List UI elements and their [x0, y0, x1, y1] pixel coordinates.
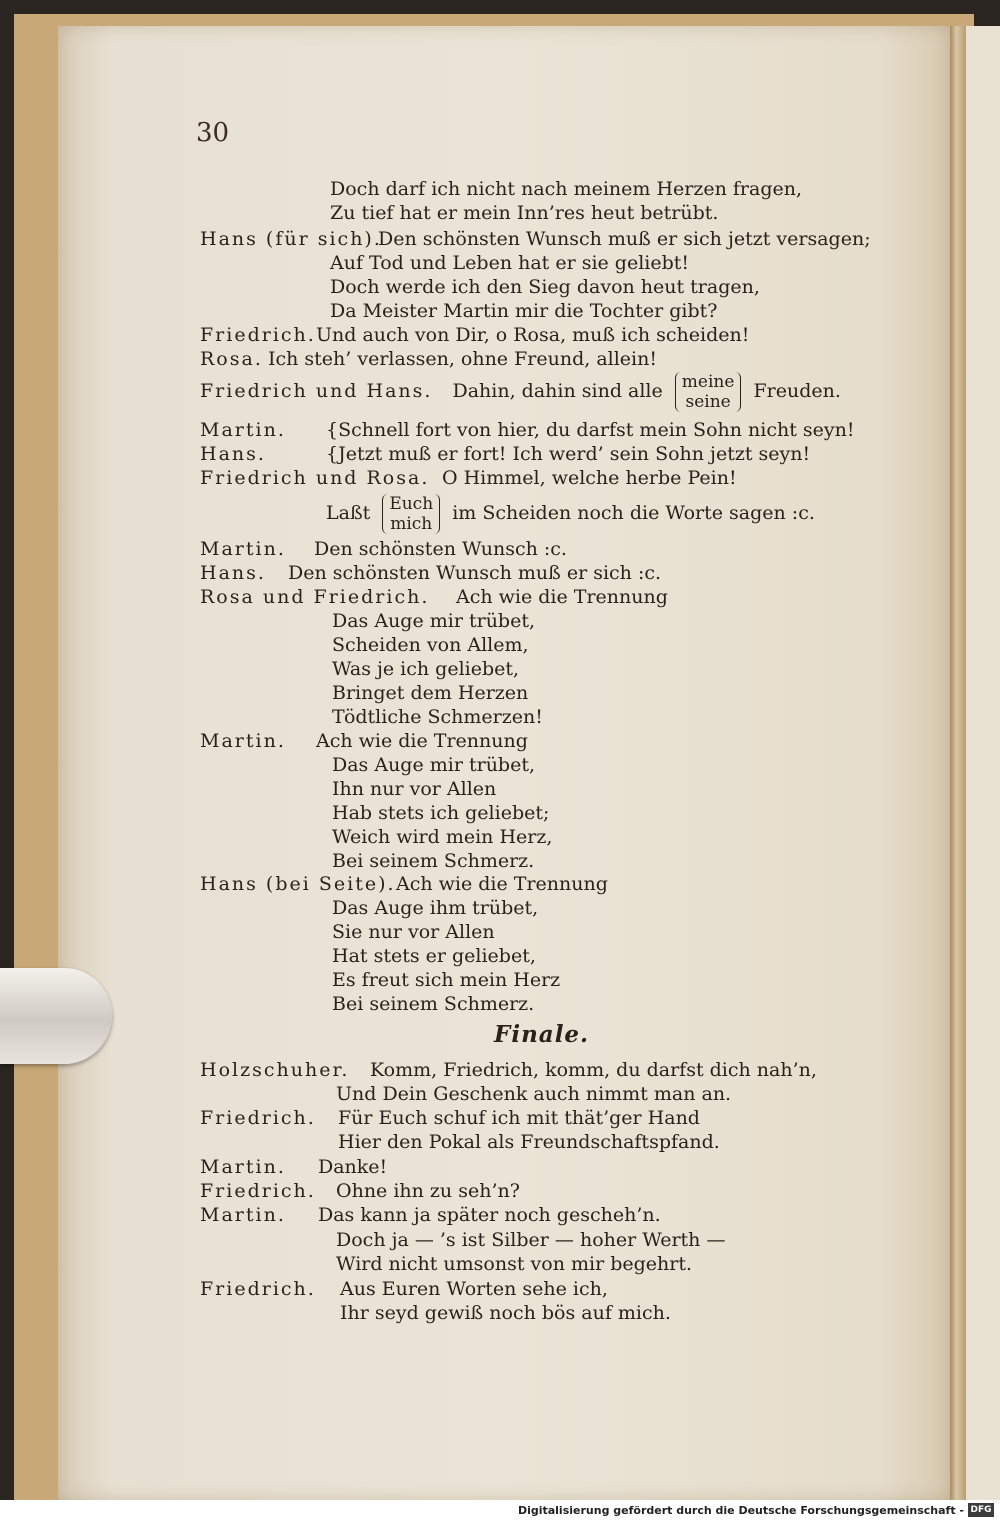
verse-line-with-brace: [326, 494, 815, 534]
verse-line: Und auch von Dir, o Rosa, muß ich scheiden!: [316, 324, 750, 346]
verse-line: {Jetzt muß er fort! Ich werd’ sein Sohn jetzt seyn!: [326, 443, 811, 465]
verse-line: Doch werde ich den Sieg davon heut tragen,: [330, 276, 760, 298]
verse-line: Hier den Pokal als Freundschaftspfand.: [338, 1131, 720, 1153]
speaker-label: Hans (für sich).: [200, 228, 382, 250]
brace-option: seine: [685, 392, 731, 412]
verse-line: Es freut sich mein Herz: [332, 969, 561, 991]
verse-line: Komm, Friedrich, komm, du darfst dich nah’n,: [370, 1059, 817, 1081]
speaker-label: Friedrich und Hans.: [200, 380, 433, 402]
verse-line: Das kann ja später noch gescheh’n.: [318, 1204, 661, 1226]
speaker-label: Friedrich und Rosa.: [200, 467, 430, 489]
speaker-label: Martin.: [200, 419, 286, 441]
brace-choice: [675, 372, 742, 412]
verse-line: Sie nur vor Allen: [332, 921, 495, 943]
verse-line: Da Meister Martin mir die Tochter gibt?: [330, 300, 718, 322]
verse-text: Freuden.: [753, 380, 841, 402]
brace-option: Euch: [389, 494, 434, 514]
speaker-label: Hans.: [200, 443, 266, 465]
verse-line: Scheiden von Allem,: [332, 634, 529, 656]
verse-line: Ach wie die Trennung: [456, 586, 668, 608]
verse-line: {Schnell fort von hier, du darfst mein Sohn nicht seyn!: [326, 419, 855, 441]
verse-line: Bei seinem Schmerz.: [332, 993, 535, 1015]
verse-line: Bei seinem Schmerz.: [332, 850, 535, 872]
verse-line: Das Auge mir trübet,: [332, 610, 536, 632]
verse-line: Ach wie die Trennung: [316, 730, 528, 752]
verse-line: Wird nicht umsonst von mir begehrt.: [336, 1253, 692, 1275]
verse-line: Das Auge mir trübet,: [332, 754, 536, 776]
verse-line-with-brace: [200, 372, 841, 412]
verse-line: Aus Euren Worten sehe ich,: [340, 1278, 608, 1300]
verse-line: Doch ja — ’s ist Silber — hoher Werth —: [336, 1229, 726, 1251]
verse-line: Ihr seyd gewiß noch bös auf mich.: [340, 1302, 671, 1324]
verse-line: Ihn nur vor Allen: [332, 778, 497, 800]
speaker-label: Friedrich.: [200, 1180, 316, 1202]
verse-line: Und Dein Geschenk auch nimmt man an.: [336, 1083, 732, 1105]
brace-choice: [382, 494, 440, 534]
section-heading: Finale.: [494, 1021, 590, 1048]
speaker-label: Martin.: [200, 1204, 286, 1226]
speaker-label: Rosa und Friedrich.: [200, 586, 430, 608]
verse-line: Bringet dem Herzen: [332, 682, 529, 704]
speaker-label: Hans (bei Seite).: [200, 873, 396, 895]
verse-text: im Scheiden noch die Worte sagen :c.: [452, 502, 815, 524]
speaker-label: Hans.: [200, 562, 266, 584]
verse-line: Was je ich geliebet,: [332, 658, 520, 680]
verse-line: Für Euch schuf ich mit thät’ger Hand: [338, 1107, 700, 1129]
verse-line: Ohne ihn zu seh’n?: [336, 1180, 520, 1202]
speaker-label: Holzschuher.: [200, 1059, 350, 1081]
speaker-label: Friedrich.: [200, 1107, 316, 1129]
verse-line: Zu tief hat er mein Inn’res heut betrübt.: [330, 202, 719, 224]
speaker-label: Friedrich.: [200, 324, 316, 346]
verse-text: Laßt: [326, 502, 371, 524]
verse-line: Ich steh’ verlassen, ohne Freund, allein!: [268, 348, 657, 370]
verse-text: Dahin, dahin sind alle: [452, 380, 663, 402]
verse-line: Weich wird mein Herz,: [332, 826, 553, 848]
speaker-label: Friedrich.: [200, 1278, 316, 1300]
speaker-label: Martin.: [200, 730, 286, 752]
speaker-label: Martin.: [200, 1156, 286, 1178]
verse-line: Den schönsten Wunsch muß er sich :c.: [288, 562, 662, 584]
verse-line: Tödtliche Schmerzen!: [332, 706, 543, 728]
verse-line: Danke!: [318, 1156, 388, 1178]
verse-line: Hab stets ich geliebet;: [332, 802, 550, 824]
verse-line: Doch darf ich nicht nach meinem Herzen fragen,: [330, 178, 803, 200]
verse-line: Auf Tod und Leben hat er sie geliebt!: [330, 252, 690, 274]
funding-credit: Digitalisierung gefördert durch die Deutsche Forschungsgemeinschaft -: [517, 1504, 964, 1517]
speaker-label: Martin.: [200, 538, 286, 560]
verse-line: Den schönsten Wunsch :c.: [314, 538, 567, 560]
verse-line: O Himmel, welche herbe Pein!: [442, 467, 737, 489]
verse-line: Hat stets er geliebet,: [332, 945, 536, 967]
page-number: 30: [196, 118, 230, 148]
digitization-footer: [0, 1500, 1000, 1521]
verse-line: Ach wie die Trennung: [396, 873, 608, 895]
verse-line: Den schönsten Wunsch muß er sich jetzt versagen;: [378, 228, 871, 250]
verse-line: Das Auge ihm trübet,: [332, 897, 539, 919]
speaker-label: Rosa.: [200, 348, 263, 370]
brace-option: meine: [681, 372, 735, 392]
dfg-logo[interactable]: DFG: [968, 1503, 994, 1517]
brace-option: mich: [390, 514, 433, 534]
